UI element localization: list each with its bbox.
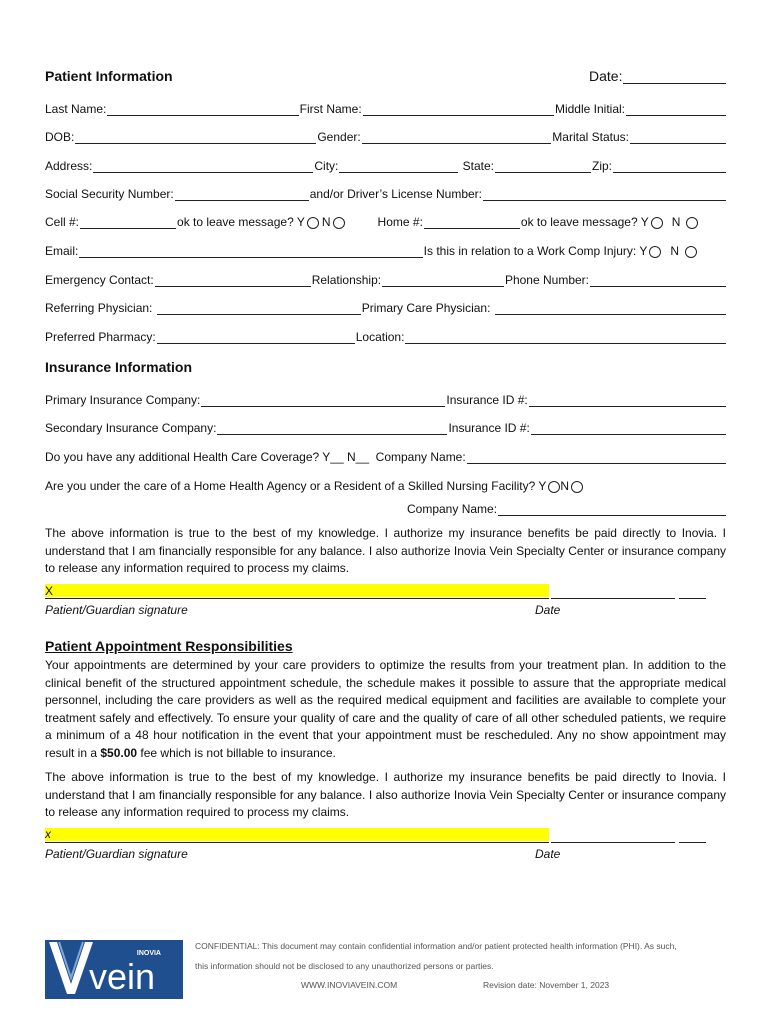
date-line[interactable] [623, 68, 726, 84]
confidential-line-1: CONFIDENTIAL: This document may contain confidential information and/or patient protected health information (PHI). As such, [195, 941, 677, 951]
pharmacy-field[interactable] [157, 331, 355, 344]
signature-1-date-line-b[interactable] [679, 597, 706, 599]
zip-field[interactable] [613, 160, 726, 173]
email-field[interactable] [79, 245, 422, 258]
home-ok-no-radio[interactable] [686, 217, 698, 229]
email-label: Email: [45, 244, 79, 258]
emergency-row [45, 271, 727, 287]
home-health-row [45, 477, 727, 493]
patient-info-heading: Patient Information [45, 68, 173, 84]
middle-initial-label: Middle Initial: [554, 102, 625, 116]
signature-2-label: Patient/Guardian signature [45, 847, 188, 861]
secondary-insurance-id-field[interactable] [531, 422, 726, 435]
additional-coverage-company-field[interactable] [467, 451, 726, 464]
authorization-paragraph-2: The above information is true to the best of my knowledge. I authorize my insurance benefits be paid directly to Inovia. I understand that I am financially responsible for any balance. I also authorize Inovia Vein Specialty Center or insurance company to release any information required to process my claims. [45, 770, 726, 819]
last-name-field[interactable] [107, 103, 298, 116]
primary-insurance-row [45, 391, 727, 407]
signature-2-date-label: Date [535, 847, 561, 861]
email-row [45, 242, 727, 258]
cell-ok-no-label: N [321, 215, 331, 229]
signature-2-x: x [45, 827, 51, 841]
primary-insurance-id-label: Insurance ID #: [446, 393, 528, 407]
cell-ok-message-label: ok to leave message? Y [177, 215, 305, 229]
responsibilities-text-end: fee which is not billable to insurance. [137, 745, 336, 760]
logo-word-text: vein [89, 956, 156, 997]
last-name-label: Last Name: [45, 102, 107, 116]
authorization-paragraph-1: The above information is true to the best of my knowledge. I authorize my insurance benefits be paid directly to Inovia. I understand that I am financially responsible for any balance. I also authorize Inovia Vein Specialty Center or insurance company to release any information required to process my claims. [45, 526, 726, 575]
signature-2-date-line-a[interactable] [551, 841, 675, 843]
cell-label: Cell #: [45, 215, 80, 229]
phone-number-field[interactable] [590, 274, 726, 287]
cell-ok-no-radio[interactable] [333, 217, 345, 229]
additional-coverage-row [45, 448, 727, 464]
phone-number-label: Phone Number: [504, 273, 589, 287]
middle-initial-field[interactable] [626, 103, 726, 116]
logo-brand-text: INOVIA [136, 950, 161, 957]
company-name-field[interactable] [498, 503, 726, 516]
secondary-insurance-label: Secondary Insurance Company: [45, 421, 217, 435]
date-field[interactable] [589, 68, 727, 84]
home-label: Home #: [377, 215, 423, 229]
signature-1-line[interactable] [45, 597, 549, 599]
address-label: Address: [45, 159, 93, 173]
home-health-label: Are you under the care of a Home Health Agency or a Resident of a Skilled Nursing Facility? Y [45, 479, 547, 493]
dob-row [45, 128, 727, 144]
signature-2-date-line-b[interactable] [679, 841, 706, 843]
work-comp-no-label: N [670, 244, 679, 258]
dob-label: DOB: [45, 130, 75, 144]
work-comp-yes-radio[interactable] [649, 246, 661, 258]
primary-insurance-id-field[interactable] [529, 394, 726, 407]
home-health-no-label: N [560, 479, 570, 493]
pharmacy-row [45, 328, 727, 344]
marital-status-field[interactable] [630, 131, 726, 144]
confidential-line-2: this information should not be disclosed to any unauthorized persons or parties. [195, 961, 494, 971]
zip-label: Zip: [591, 159, 612, 173]
referring-physician-label: Referring Physician: [45, 301, 156, 315]
ssn-label: Social Security Number: [45, 187, 174, 201]
relationship-field[interactable] [382, 274, 504, 287]
signature-1-date-line-a[interactable] [551, 597, 675, 599]
home-health-yes-radio[interactable] [548, 481, 560, 493]
home-ok-message-label: ok to leave message? Y [520, 215, 649, 229]
responsibilities-text: Your appointments are determined by your care providers to optimize the results from your treatment plan. In addition to the clinical benefit of the structured appointment schedule, the schedule makes it possible to assure that the appropriate medical personnel, including the care providers as well as the required medical equipment and facilities are available to complete your treatment safely and effectively. To ensure your quality of care and the quality of care of all other scheduled patients, we require a minimum of a 48 hour notification in the event that your appointment must be rescheduled. Any no show appointment may result in a [45, 658, 726, 760]
address-row [45, 157, 727, 173]
name-row [45, 100, 727, 116]
cell-field[interactable] [80, 216, 176, 229]
state-field[interactable] [495, 160, 591, 173]
home-health-no-radio[interactable] [571, 481, 583, 493]
work-comp-label: Is this in relation to a Work Comp Injury: Y [423, 244, 648, 258]
city-field[interactable] [339, 160, 457, 173]
state-label: State: [462, 159, 494, 173]
physician-row [45, 299, 727, 315]
additional-coverage-label: Do you have any additional Health Care Coverage? Y__ N__ Company Name: [45, 450, 466, 464]
primary-care-field[interactable] [495, 302, 726, 315]
company-name-label: Company Name: [407, 502, 498, 516]
location-label: Location: [355, 330, 405, 344]
signature-1-date-label: Date [535, 603, 561, 617]
logo-graphic [45, 940, 183, 999]
cell-ok-yes-radio[interactable] [307, 217, 319, 229]
signature-2-line[interactable] [45, 841, 549, 843]
no-show-fee: $50.00 [100, 745, 138, 760]
signature-1-label: Patient/Guardian signature [45, 603, 188, 617]
signature-1-x: X [45, 584, 54, 598]
secondary-insurance-row [45, 419, 727, 435]
license-field[interactable] [483, 188, 726, 201]
company-name-row [407, 500, 727, 516]
emergency-contact-label: Emergency Contact: [45, 273, 154, 287]
pharmacy-label: Preferred Pharmacy: [45, 330, 156, 344]
gender-field[interactable] [362, 131, 552, 144]
relationship-label: Relationship: [311, 273, 382, 287]
work-comp-no-radio[interactable] [685, 246, 697, 258]
address-field[interactable] [93, 160, 313, 173]
footer-website[interactable]: WWW.INOVIAVEIN.COM [301, 980, 398, 990]
ssn-row [45, 185, 727, 201]
location-field[interactable] [405, 331, 726, 344]
primary-insurance-field[interactable] [201, 394, 445, 407]
date-label: Date: [589, 68, 623, 84]
dob-field[interactable] [75, 131, 316, 144]
home-ok-no-label: N [671, 215, 681, 229]
home-ok-yes-radio[interactable] [651, 217, 663, 229]
home-field[interactable] [424, 216, 520, 229]
inovia-vein-logo [45, 940, 183, 999]
emergency-contact-field[interactable] [155, 274, 311, 287]
signature-1-highlight[interactable] [45, 584, 549, 597]
referring-physician-field[interactable] [157, 302, 361, 315]
primary-insurance-label: Primary Insurance Company: [45, 393, 201, 407]
license-label: and/or Driver’s License Number: [309, 187, 483, 201]
city-label: City: [314, 159, 339, 173]
signature-2-highlight[interactable] [45, 828, 549, 841]
phone-row [45, 213, 727, 229]
secondary-insurance-id-label: Insurance ID #: [448, 421, 530, 435]
secondary-insurance-field[interactable] [217, 422, 447, 435]
responsibilities-heading: Patient Appointment Responsibilities [45, 638, 293, 654]
gender-label: Gender: [317, 130, 361, 144]
marital-status-label: Marital Status: [552, 130, 629, 144]
footer-revision-date: Revision date: November 1, 2023 [483, 980, 610, 990]
primary-care-label: Primary Care Physician: [361, 301, 494, 315]
insurance-heading: Insurance Information [45, 359, 193, 375]
first-name-label: First Name: [299, 102, 362, 116]
first-name-field[interactable] [363, 103, 554, 116]
responsibilities-paragraph [45, 657, 726, 762]
ssn-field[interactable] [175, 188, 309, 201]
